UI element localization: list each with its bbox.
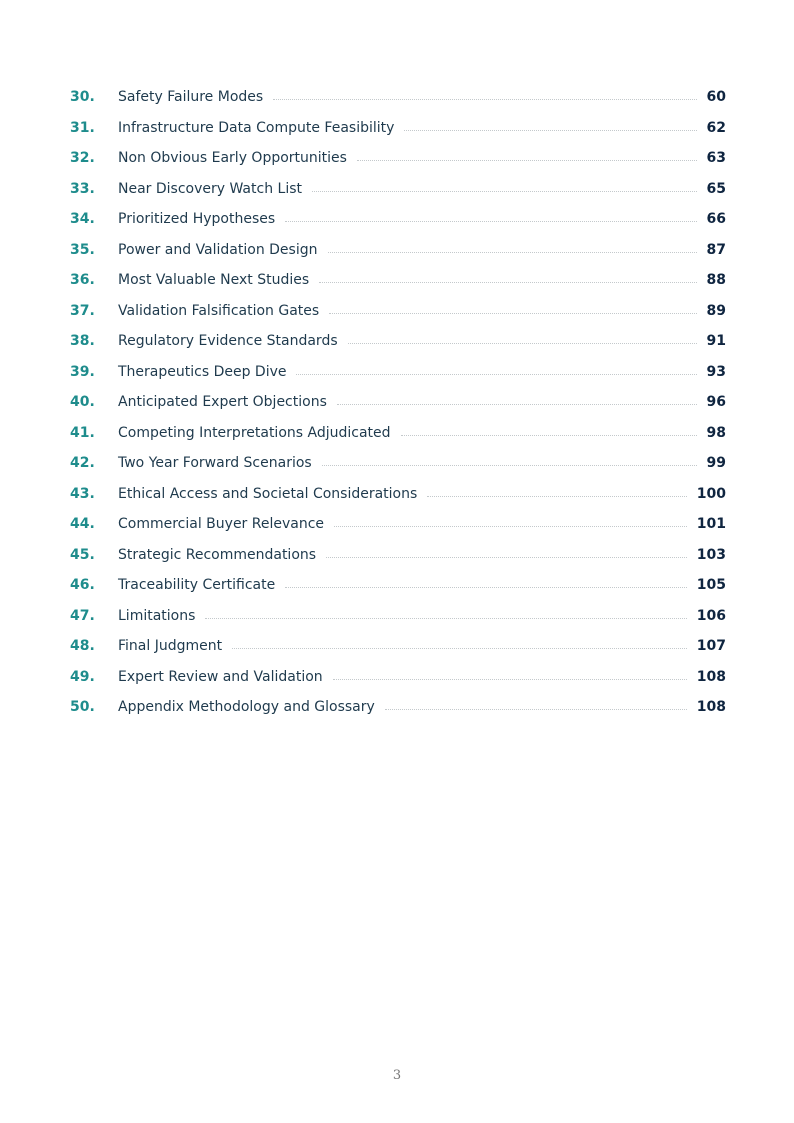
toc-entry-page[interactable]: 88 (706, 272, 726, 288)
toc-entry-number: 31. (70, 119, 95, 136)
toc-entry[interactable] (70, 570, 726, 601)
toc-entry[interactable] (70, 540, 726, 571)
toc-entry-number: 36. (70, 272, 95, 288)
toc-entry[interactable] (70, 265, 726, 296)
toc-dot-leader (334, 526, 687, 527)
toc-entry-title[interactable]: Validation Falsification Gates (118, 302, 320, 319)
toc-entry-title[interactable]: Non Obvious Early Opportunities (118, 150, 347, 166)
toc-dot-leader (328, 252, 697, 253)
toc-entry-number: 40. (70, 394, 95, 410)
toc-entry-page[interactable]: 87 (706, 241, 726, 258)
toc-entry-page[interactable]: 93 (706, 363, 726, 380)
toc-dot-leader (285, 587, 687, 588)
toc-entry-page[interactable]: 100 (696, 485, 726, 502)
toc-entry-title[interactable]: Limitations (118, 607, 196, 624)
toc-dot-leader (296, 374, 696, 375)
toc-entry[interactable] (70, 143, 726, 174)
toc-entry-number: 44. (70, 516, 95, 532)
toc-entry-title[interactable]: Competing Interpretations Adjudicated (118, 424, 391, 441)
toc-entry-page[interactable]: 108 (696, 699, 726, 715)
toc-dot-leader (312, 191, 697, 192)
toc-entry[interactable] (70, 357, 726, 388)
toc-entry-number: 32. (70, 150, 95, 166)
toc-dot-leader (329, 313, 696, 314)
toc-dot-leader (326, 557, 687, 558)
toc-entry-number: 43. (70, 485, 95, 502)
toc-dot-leader (333, 679, 687, 680)
toc-entry-title[interactable]: Therapeutics Deep Dive (118, 363, 287, 380)
toc-entry[interactable] (70, 509, 726, 540)
toc-entry[interactable] (70, 692, 726, 723)
page-number: 3 (392, 1068, 402, 1083)
toc-entry[interactable] (70, 326, 726, 357)
toc-entry-page[interactable]: 107 (696, 638, 726, 654)
toc-entry-title[interactable]: Anticipated Expert Objections (118, 394, 327, 410)
toc-entry-number: 34. (70, 211, 95, 227)
toc-entry-number: 48. (70, 638, 95, 654)
toc-entry-number: 47. (70, 607, 95, 624)
toc-entry-page[interactable]: 105 (696, 577, 726, 593)
toc-entry-number: 30. (70, 89, 95, 105)
toc-dot-leader (404, 130, 696, 131)
toc-dot-leader (232, 648, 687, 649)
toc-entry-number: 42. (70, 455, 95, 471)
toc-entry-page[interactable]: 108 (696, 668, 726, 685)
toc-dot-leader (285, 221, 696, 222)
toc-entry[interactable] (70, 418, 726, 449)
toc-entry-title[interactable]: Two Year Forward Scenarios (118, 455, 312, 471)
toc-entry-title[interactable]: Final Judgment (118, 638, 223, 654)
table-of-contents (70, 82, 726, 723)
toc-entry-number: 41. (70, 424, 95, 441)
toc-entry[interactable] (70, 174, 726, 205)
toc-entry-title[interactable]: Safety Failure Modes (118, 89, 264, 105)
toc-entry-title[interactable]: Power and Validation Design (118, 241, 318, 258)
toc-entry-page[interactable]: 66 (706, 211, 726, 227)
toc-dot-leader (427, 496, 686, 497)
toc-entry-number: 38. (70, 333, 95, 349)
toc-entry[interactable] (70, 296, 726, 327)
toc-entry-page[interactable]: 103 (696, 546, 726, 563)
toc-dot-leader (357, 160, 697, 161)
toc-entry-page[interactable]: 96 (706, 394, 726, 410)
toc-entry-title[interactable]: Strategic Recommendations (118, 546, 317, 563)
toc-entry-title[interactable]: Near Discovery Watch List (118, 180, 302, 197)
toc-entry-title[interactable]: Appendix Methodology and Glossary (118, 699, 375, 715)
toc-dot-leader (348, 343, 697, 344)
toc-entry-page[interactable]: 89 (706, 302, 726, 319)
toc-entry-title[interactable]: Regulatory Evidence Standards (118, 333, 338, 349)
toc-entry-page[interactable]: 63 (706, 150, 726, 166)
toc-entry-page[interactable]: 106 (696, 607, 726, 624)
toc-entry-number: 46. (70, 577, 95, 593)
toc-entry-title[interactable]: Traceability Certificate (118, 577, 276, 593)
toc-dot-leader (273, 99, 696, 100)
toc-entry-title[interactable]: Ethical Access and Societal Considerations (118, 485, 418, 502)
toc-entry-number: 49. (70, 668, 95, 685)
toc-dot-leader (401, 435, 697, 436)
toc-entry[interactable] (70, 113, 726, 144)
toc-entry-number: 35. (70, 241, 95, 258)
toc-entry-page[interactable]: 60 (706, 89, 726, 105)
toc-entry[interactable] (70, 235, 726, 266)
toc-entry[interactable] (70, 479, 726, 510)
toc-entry-title[interactable]: Infrastructure Data Compute Feasibility (118, 119, 395, 136)
toc-entry-number: 39. (70, 363, 95, 380)
toc-entry-title[interactable]: Prioritized Hypotheses (118, 211, 276, 227)
toc-entry-number: 50. (70, 699, 95, 715)
toc-entry[interactable] (70, 662, 726, 693)
toc-entry[interactable] (70, 82, 726, 113)
toc-entry-page[interactable]: 62 (706, 119, 726, 136)
toc-entry-page[interactable]: 91 (706, 333, 726, 349)
toc-entry-page[interactable]: 99 (706, 455, 726, 471)
toc-entry-number: 33. (70, 180, 95, 197)
toc-entry[interactable] (70, 204, 726, 235)
toc-entry-number: 45. (70, 546, 95, 563)
toc-entry-page[interactable]: 98 (706, 424, 726, 441)
toc-entry-number: 37. (70, 302, 95, 319)
toc-entry-title[interactable]: Commercial Buyer Relevance (118, 516, 325, 532)
toc-entry[interactable] (70, 631, 726, 662)
toc-entry-title[interactable]: Most Valuable Next Studies (118, 272, 310, 288)
toc-dot-leader (322, 465, 697, 466)
toc-entry[interactable] (70, 387, 726, 418)
toc-entry[interactable] (70, 601, 726, 632)
toc-entry-page[interactable]: 101 (696, 516, 726, 532)
toc-dot-leader (319, 282, 696, 283)
toc-entry-title[interactable]: Expert Review and Validation (118, 668, 323, 685)
toc-entry[interactable] (70, 448, 726, 479)
toc-dot-leader (205, 618, 686, 619)
toc-entry-page[interactable]: 65 (706, 180, 726, 197)
toc-dot-leader (385, 709, 687, 710)
toc-dot-leader (337, 404, 697, 405)
